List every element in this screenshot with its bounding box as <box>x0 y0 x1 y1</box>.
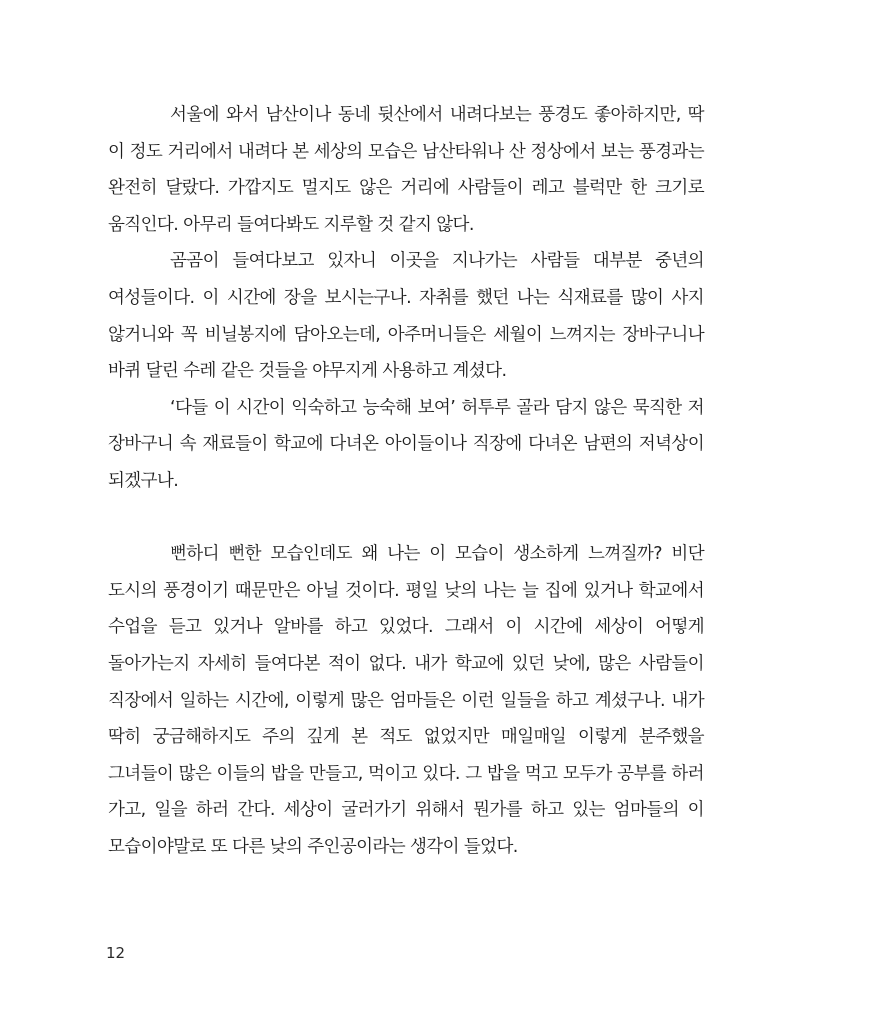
paragraph-4: 뻔하디 뻔한 모습인데도 왜 나는 이 모습이 생소하게 느껴질까? 비단 도시의 풍경이기 때문만은 아닐 것이다. 평일 낮의 나는 늘 집에 있거나 학교에서 수업을 듣고 있거나 알바를 하고 있었다. 그래서 이 시간에 세상이 어떻게 돌아가는지 자세히 들여다본 적이 없다. 내가 학교에 있던 낮에, 많은 사람들이 직장에서 일하는 시간에, 이렇게 많은 엄마들은 이런 일들을 하고 계셨구나. 내가 딱히 궁금해하지도 주의 깊게 본 적도 없었지만 매일매일 이렇게 분주했을 그녀들이 많은 이들의 밥을 만들고, 먹이고 있다. 그 밥을 먹고 모두가 공부를 하러 가고, 일을 하러 간다. 세상이 굴러가기 위해서 뭔가를 하고 있는 엄마들의 이 모습이야말로 또 다른 낮의 주인공이라는 생각이 들었다. <box>108 544 704 857</box>
paragraph-2: 곰곰이 들여다보고 있자니 이곳을 지나가는 사람들 대부분 중년의 여성들이다. 이 시간에 장을 보시는구나. 자취를 했던 나는 식재료를 많이 사지 않거니와 꼭 비닐봉지에 담아오는데, 아주머니들은 세월이 느껴지는 장바구니나 바퀴 달린 수레 같은 것들을 야무지게 사용하고 계셨다. <box>108 251 704 382</box>
paragraph-gap <box>108 500 704 537</box>
paragraph-1: 서울에 와서 남산이나 동네 뒷산에서 내려다보는 풍경도 좋아하지만, 딱 이 정도 거리에서 내려다 본 세상의 모습은 남산타워나 산 정상에서 보는 풍경과는 완전히 달랐다. 가깝지도 멀지도 않은 거리에 사람들이 레고 블럭만 한 크기로 움직인다. 아무리 들여다봐도 지루할 것 같지 않다. <box>108 105 704 235</box>
body-text <box>108 97 704 865</box>
page-number: 12 <box>106 944 126 962</box>
paragraph-3: ‘다들 이 시간이 익숙하고 능숙해 보여’ 허투루 골라 담지 않은 묵직한 저 장바구니 속 재료들이 학교에 다녀온 아이들이나 직장에 다녀온 남편의 저녁상이 되겠구나. <box>108 397 704 491</box>
